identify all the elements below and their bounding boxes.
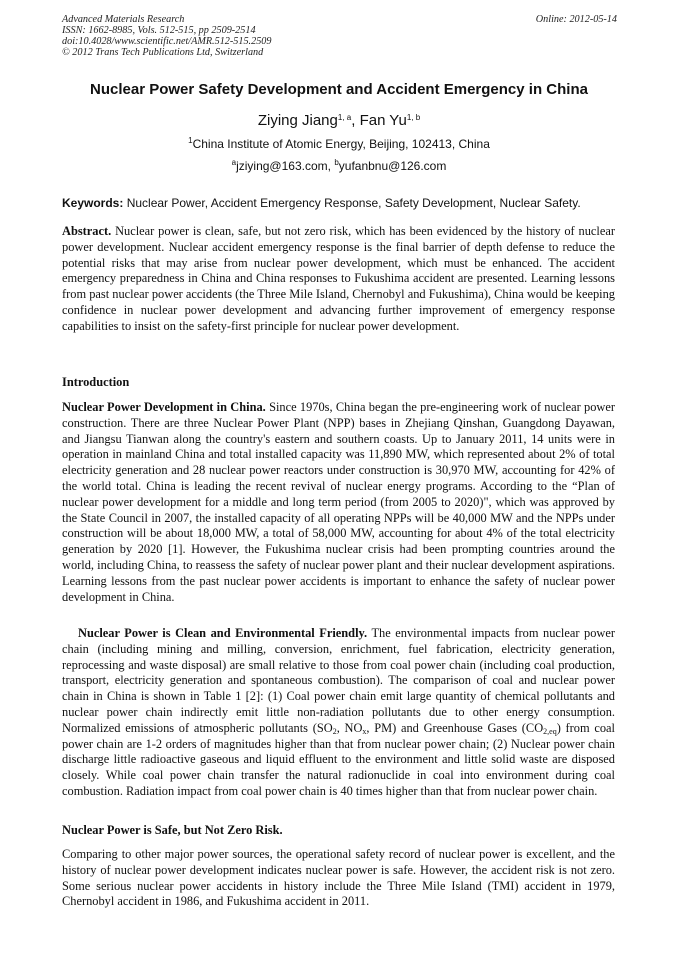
author-2-affil-mark: 1, b xyxy=(406,113,421,122)
paper-title: Nuclear Power Safety Development and Accident Emergency in China xyxy=(90,81,588,98)
paragraph-safety-record: Comparing to other major power sources, the operational safety record of nuclear power is excellent, and the history of nuclear power development indicates nuclear power is safe. However, the accident risk is not zero. Some serious nuclear power accidents in history include the Three Mile Island (TMI) accident in 1979, Chernobyl accident in 1986, and Fukushima accident in 2011. xyxy=(62,847,615,909)
paragraph-npp-development-label: Nuclear Power Development in China. xyxy=(62,400,266,414)
paragraph-clean-text-b: , NO xyxy=(336,720,363,735)
paragraph-clean-environment-label: Nuclear Power is Clean and Environmental Friendly. xyxy=(78,626,368,640)
author-1-affil-mark: 1, a xyxy=(337,113,352,122)
paragraph-clean-text-d: ) from coal power chain are 1-2 orders of magnitudes higher than that from nuclear power chain; (2) Nuclear power chain discharge little radioactive gaseous and liquid effluent to the environment and little solid waste are disposed closely. While coal power chain transfer the natural radionuclide in coal into environment during coal combustion. Radiation impact from coal power chain is 40 times higher than that from nuclear power chain. xyxy=(62,720,615,798)
abstract-text: Nuclear power is clean, safe, but not zero risk, which has been evidenced by the history of nuclear power development. Nuclear accident emergency response is the final barrier of depth defense to reduce the potential risks that may arise from nuclear power development, which must be enhanced. The accident emergency preparedness in China and China responses to Fukushima accident are presented. Learning lessons from past nuclear power accidents (the Three Mile Island, Chernobyl and Fukushima), China would be keeping confidence in nuclear power development and advancing further improvement of emergency response capabilities to insist on the safety-first principle for nuclear power development. xyxy=(62,224,615,333)
journal-name: Advanced Materials Research xyxy=(62,14,185,25)
online-date: Online: 2012-05-14 xyxy=(535,14,617,25)
author-emails xyxy=(40,159,638,174)
author-separator: , xyxy=(351,112,360,129)
email-b: yufanbnu@126.com xyxy=(338,159,447,173)
doi-line: doi:10.4028/www.scientific.net/AMR.512-515.2509 xyxy=(62,36,272,47)
paragraph-clean-text-a: The environmental impacts from nuclear power chain (including mining and milling, conversion, enrichment, fuel fabrication, electricity generation, reprocessing and waste disposal) are small relative to those from coal power chain (including coal production, transport, electricity generation and spontaneous combustion). The comparison of coal and nuclear power chain in China is shown in Table 1 [2]: (1) Coal power chain emit large quantity of chemical pollutants and nuclear power chain indirectly emit little non-radiation pollutants due to other energy consumption. Normalized emissions of atmospheric pollutants (SO xyxy=(62,626,615,735)
author-2-name: Fan Yu xyxy=(359,112,407,129)
abstract xyxy=(62,224,615,335)
issn-line: ISSN: 1662-8985, Vols. 512-515, pp 2509-2514 xyxy=(62,25,256,36)
author-1-name: Ziying Jiang xyxy=(257,112,338,129)
journal-header xyxy=(62,14,617,58)
keywords-text: Nuclear Power, Accident Emergency Response, Safety Development, Nuclear Safety. xyxy=(123,196,581,210)
copyright-line: © 2012 Trans Tech Publications Ltd, Switzerland xyxy=(62,47,264,58)
introduction-heading: Introduction xyxy=(62,375,130,389)
paragraph-clean-environment xyxy=(62,626,615,800)
author-list xyxy=(40,112,638,130)
keywords-label: Keywords: xyxy=(62,196,124,210)
email-b-mark: b xyxy=(334,158,339,167)
affiliation xyxy=(40,137,638,152)
email-a: jziying@163.com, xyxy=(236,159,335,173)
nox-subscript: x xyxy=(362,726,367,736)
abstract-label: Abstract. xyxy=(62,224,112,238)
paragraph-npp-development-text: Since 1970s, China began the pre-engineering work of nuclear power construction. There are three Nuclear Power Plant (NPP) bases in Zhejiang Qinshan, Guangdong Dayawan, and Jiangsu Tianwan along the country's eastern and southern coasts. Up to January 2011, 14 units were in operation in mainland China and total installed capacity was 11,890 MW, which represented about 2% of total electricity generation and 28 nuclear power reactors under construction is 30,970 MW, accounting for 42% of the world total. China is leading the recent revival of nuclear energy programs. According to the “Plan of nuclear power development for a middle and long term period (from 2005 to 2020)", which was approved by the State Council in 2007, the installed capacity of all operating NPPs will be 40,000 MW and the NPPs under construction will be about 18,000 MW, a total of 58,000 MW, accounting for about 4% of the total electricity generation by 2020 [1]. However, the Fukushima nuclear crisis had been prompting countries around the world, including China, to reassess the safety of nuclear power plant and their nuclear development aspirations. Learning lessons from the past nuclear power accidents is important to enhance the safety of nuclear power development in China. xyxy=(62,400,615,604)
keywords xyxy=(62,196,618,211)
paragraph-clean-text-c: , PM) and Greenhouse Gases (CO xyxy=(366,720,544,735)
safe-not-zero-risk-heading: Nuclear Power is Safe, but Not Zero Risk. xyxy=(62,823,283,837)
affiliation-mark: 1 xyxy=(188,136,193,145)
email-a-mark: a xyxy=(231,158,237,167)
so2-subscript: 2 xyxy=(332,726,337,736)
affiliation-text: China Institute of Atomic Energy, Beijing, 102413, China xyxy=(192,137,490,151)
paragraph-npp-development xyxy=(62,400,615,605)
co2eq-subscript: 2,eq xyxy=(543,726,557,736)
